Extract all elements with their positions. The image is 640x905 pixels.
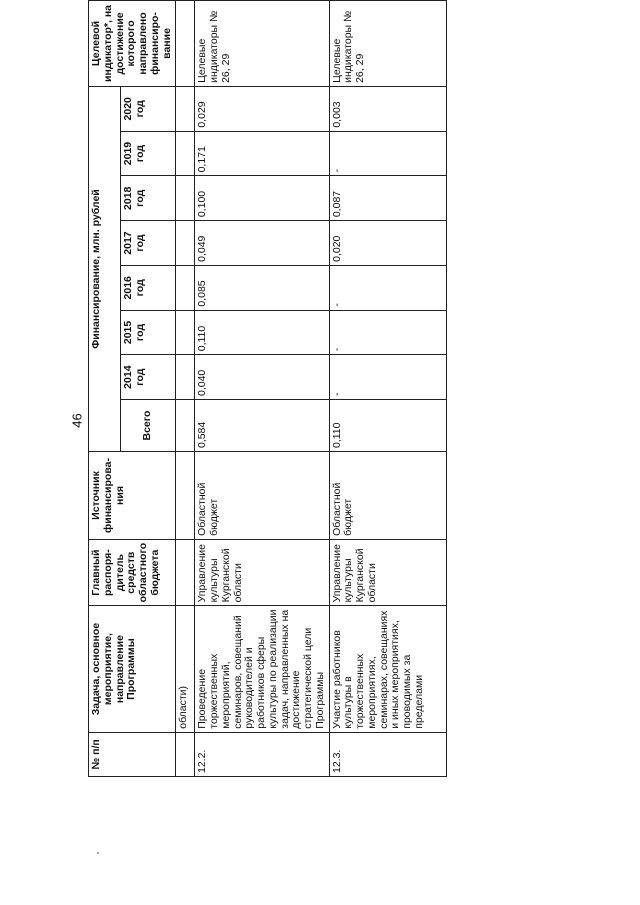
header-year: 2017 год (121, 221, 176, 266)
header-year: 2015 год (121, 310, 176, 355)
cell-year: 0,029 (195, 86, 329, 131)
table-row (329, 1, 446, 777)
cell-year: 0,049 (195, 221, 329, 266)
cell-source: Областной бюджет (329, 452, 446, 540)
cell-empty (176, 86, 195, 131)
cell-empty (176, 539, 195, 606)
cell-indicator: Целевые индикаторы № 26, 29 (329, 1, 446, 87)
cell-empty (176, 452, 195, 540)
cell-num: 12.3. (329, 732, 446, 776)
cell-task: Участие работников культуры в торжественных мероприятиях, семинарах, совещаниях и иных мероприятиях, проводимых за пределами (329, 606, 446, 732)
header-year: 2018 год (121, 176, 176, 221)
cell-empty (176, 400, 195, 452)
cell-total: 0,110 (329, 400, 446, 452)
cell-year: 0,087 (329, 176, 446, 221)
cell-indicator: Целевые индикаторы № 26, 29 (195, 1, 329, 87)
cell-empty (176, 1, 195, 87)
cell-year: - (329, 131, 446, 176)
header-year: 2019 год (121, 131, 176, 176)
cell-empty (176, 265, 195, 310)
cell-year: 0,040 (195, 355, 329, 400)
cell-task: Проведение торжественных мероприятий, семинаров, совещаний руководителей и работников сферы культуры по реализации задач, направленных на достижение стратегической цели Программы (195, 606, 329, 732)
cell-responsible: Управление культуры Курганской области (195, 539, 329, 606)
header-num: № п/п (89, 732, 176, 776)
cell-task: области) (176, 606, 195, 732)
header-total: Всего (121, 400, 176, 452)
header-source: Источник финансирова-ния (89, 452, 176, 540)
page-number: 46 (69, 413, 85, 428)
cell-total: 0,584 (195, 400, 329, 452)
header-task: Задача, основное мероприятие, направление Программы (89, 606, 176, 732)
cell-responsible: Управление культуры Курганской области (329, 539, 446, 606)
table-row-carryover (176, 1, 195, 777)
cell-empty (176, 310, 195, 355)
cell-source: Областной бюджет (195, 452, 329, 540)
cell-year: 0,003 (329, 86, 446, 131)
cell-year: 0,020 (329, 221, 446, 266)
cell-year: - (329, 310, 446, 355)
header-responsible: Главный распоря-дитель средств областного бюджета (89, 539, 176, 606)
cell-empty (176, 176, 195, 221)
cell-empty (176, 221, 195, 266)
header-year: 2020 год (121, 86, 176, 131)
header-indicator: Целевой индикатор*, на достижение которого направлено финансиро-вание (89, 1, 176, 87)
cell-year: - (329, 265, 446, 310)
cell-year: 0,171 (195, 131, 329, 176)
cell-empty (176, 355, 195, 400)
cell-empty (176, 131, 195, 176)
cell-num: 12.2. (195, 732, 329, 776)
cell-num (176, 732, 195, 776)
cell-year: - (329, 355, 446, 400)
financing-table (88, 0, 447, 777)
header-year: 2014 год (121, 355, 176, 400)
header-year: 2016 год (121, 265, 176, 310)
cell-year: 0,110 (195, 310, 329, 355)
cell-year: 0,100 (195, 176, 329, 221)
cell-year: 0,085 (195, 265, 329, 310)
table-row (195, 1, 329, 777)
header-financing: Финансирование, млн. рублей (89, 86, 121, 451)
